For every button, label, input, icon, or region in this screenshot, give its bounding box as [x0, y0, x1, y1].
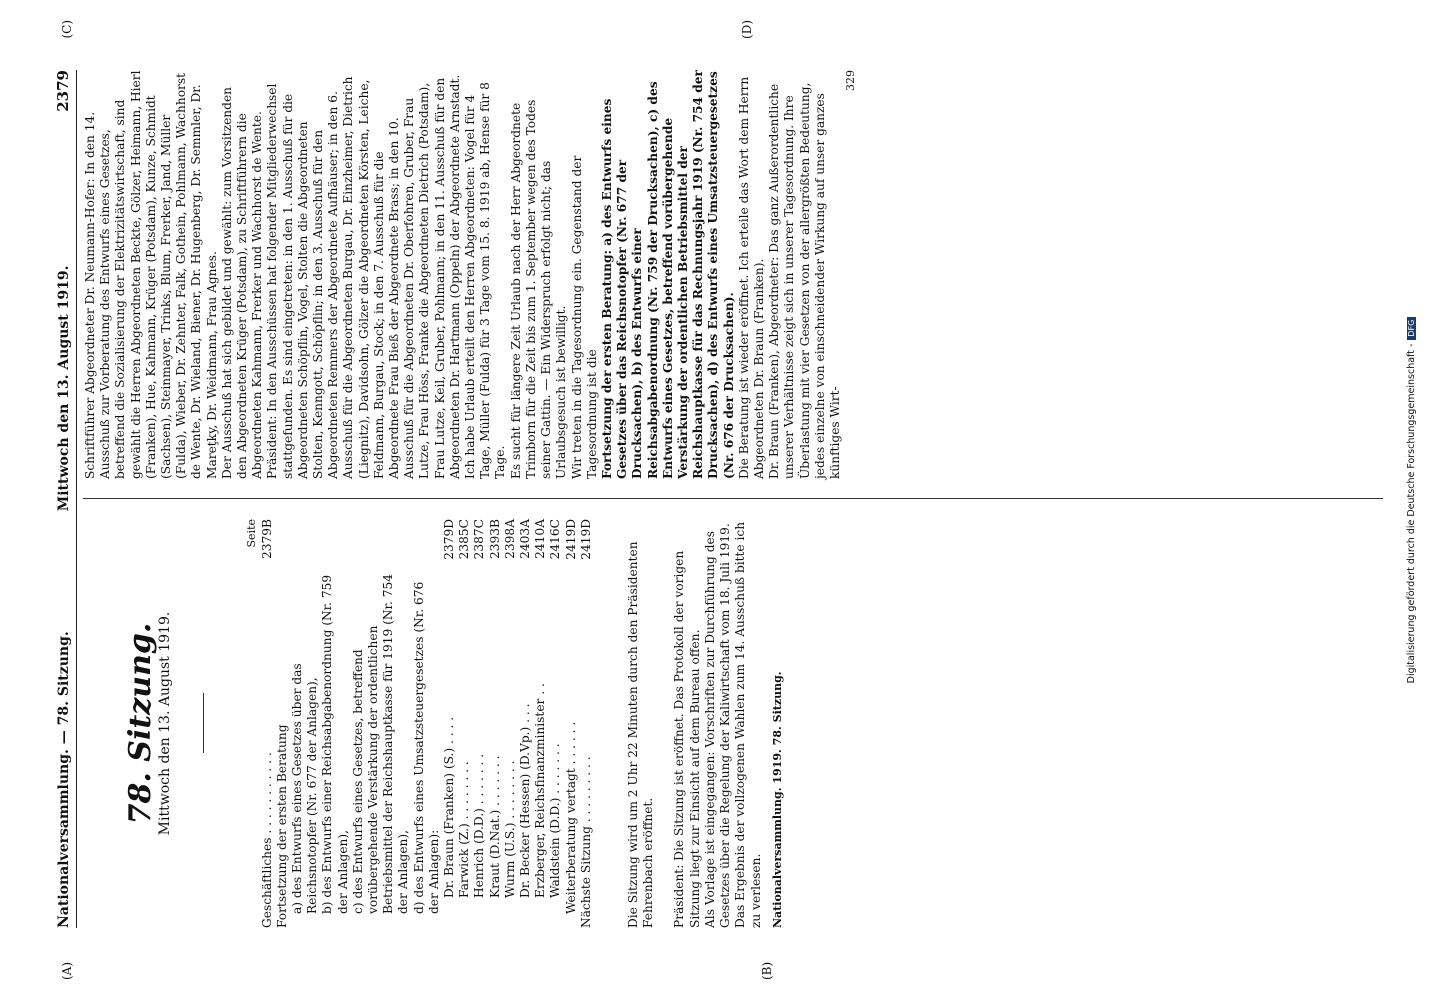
toc-row	[579, 519, 594, 928]
toc-row	[457, 519, 472, 928]
running-header	[54, 70, 77, 928]
right-paragraph: Es sucht für längere Zeit Urlaub nach der Herr Abgeordnete Trimborn für die Zeit bis zum 1. September wegen des Todes seiner Gattin. — Ein Widerspruch erfolgt nicht; das Urlaubsgesuch ist bewilligt.	[508, 99, 569, 479]
toc-page	[290, 519, 320, 571]
toc-entry: c) des Entwurfs eines Gesetzes, betreffend vorübergehende Verstärkung der ordentlichen Betriebsmittel der Reichshauptkasse für 1919 (Nr. 754 der Anlagen),	[350, 574, 411, 914]
toc-page	[351, 519, 412, 571]
toc-entry: Farwick (Z.) . . . . . . . .	[457, 761, 472, 898]
right-paragraph: Ich habe Urlaub erteilt den Herren Abgeordneten: Vogel für 4 Tage, Müller (Fulda) für 3 Tage vom 15. 8. 1919 ab, Hense für 8 Tage.	[463, 82, 508, 479]
toc-entry: Waldstein (D.D.) . . . . . . .	[548, 743, 563, 898]
toc-row	[351, 519, 412, 928]
header-left: Nationalversammlung. — 78. Sitzung.	[56, 631, 72, 928]
toc-row	[503, 519, 518, 928]
toc-entry: Fortsetzung der ersten Beratung	[274, 724, 289, 928]
toc-row	[260, 519, 275, 928]
header-date: Mittwoch den 13. August 1919.	[56, 265, 72, 512]
toc-entry: Dr. Braun (Franken) (S.) . . . .	[442, 716, 457, 898]
speech-paragraph: Dr. Braun (Franken), Abgeordneter: Das ganz Außerordentliche unserer Verhältnisse zeigt sich in unserer Tagesordnung. Ihre Überlastung mit vier Gesetzen von der allergrößten Bedeutung, jedes einzelne von einschneidender Wirkung auf unser ganzes künftiges Wirt-	[767, 82, 842, 479]
seite-label: Seite	[245, 519, 259, 548]
toc-page	[275, 519, 290, 571]
toc-page: 2410A	[533, 519, 548, 559]
page-number: 2379	[54, 70, 72, 112]
toc-entry: d) des Entwurfs eines Umsatzsteuergesetzes (Nr. 676 der Anlagen):	[411, 581, 441, 914]
left-column	[83, 499, 1383, 928]
toc-row	[488, 519, 503, 928]
toc-row	[472, 519, 487, 928]
right-column	[83, 70, 1383, 499]
marker-d: (D)	[740, 20, 754, 39]
dfg-side-note	[1406, 20, 1432, 980]
sheet-footer: Nationalversammlung. 1919. 78. Sitzung.	[770, 671, 784, 928]
right-paragraph: Schriftführer Abgeordneter Dr. Neumann-Hofer: In den 14. Ausschuß zur Vorberatung des Entwurfs eines Gesetzes, betreffend die Sozialisierung der Elektrizitätswirtschaft, sind gewählt die Herren Abgeordneten Beckte, Gölzer, Heimann, Hierl (Franken), Hue, Kahmann, Krüger (Potsdam), Kunze, Schmidt (Sachsen), Steinmayer, Trinks, Blum, Frerker, Jand, Müller (Fulda), Wieber, Dr. Zehnter, Falk, Gothein, Pohlmann, Wachhorst de Wente, Dr. Wieland, Biener, Dr. Hugenberg, Dr. Semmler, Dr. Mareţky, Dr. Weidmann, Frau Agnes.	[83, 70, 219, 479]
wahlen-paragraph: Das Ergebnis der vollzogenen Wahlen zum 14. Ausschuß bitte ich zu verlesen.	[733, 521, 763, 928]
toc-entry: Henrich (D.D.) . . . . . . .	[472, 753, 487, 898]
toc-page: 2419D	[578, 519, 593, 560]
toc-entry: Nächste Sitzung . . . . . . . . .	[578, 756, 593, 928]
session-date: Mittwoch den 13. August 1919.	[157, 611, 174, 836]
toc-page	[320, 519, 350, 571]
right-paragraph: Die Beratung ist wieder eröffnet. Ich erteile das Wort dem Herrn Abgeordneten Dr. Braun (Franken).	[736, 76, 766, 479]
session-title: 78. Sitzung.	[123, 622, 158, 825]
toc-entry: a) des Entwurfs eines Gesetzes über das Reichsnotopfer (Nr. 677 der Anlagen),	[290, 663, 320, 914]
marker-c: (C)	[60, 20, 74, 39]
column-divider	[83, 498, 1383, 499]
toc-row	[290, 519, 320, 928]
toc-entry: Erzberger, Reichsfinanzminister . .	[533, 683, 548, 898]
dfg-logo: DFG	[1407, 317, 1416, 340]
side-note-text: Digitalisierung gefördert durch die Deutsche Forschungsgemeinschaft -	[1406, 343, 1417, 684]
toc-entry: Wurm (U.S.) . . . . . . . .	[502, 760, 517, 898]
toc-row	[442, 519, 457, 928]
sheet-number: 329	[844, 70, 858, 91]
toc-page: 2387C	[472, 519, 487, 560]
toc-row	[564, 519, 579, 928]
toc-page: 2403A	[518, 519, 533, 559]
two-column-body	[83, 70, 1383, 928]
opening-paragraph: Die Sitzung wird um 2 Uhr 22 Minuten durch den Präsidenten Fehrenbach eröffnet.	[626, 541, 656, 928]
toc-row	[533, 519, 548, 928]
marker-a: (A)	[60, 961, 74, 980]
toc-entry: Geschäftliches . . . . . . . . . . .	[259, 752, 274, 928]
toc-page: 2398A	[502, 519, 517, 559]
toc-row	[320, 519, 350, 928]
toc-row	[275, 519, 290, 928]
toc-page: 2416C	[548, 519, 563, 560]
toc-page: 2379B	[259, 519, 274, 559]
toc-row	[412, 519, 442, 928]
toc-page: 2385C	[457, 519, 472, 560]
toc-entry: Kraut (D.Nat.) . . . . . . .	[487, 755, 502, 898]
title-rule	[203, 694, 204, 754]
table-of-contents	[260, 519, 594, 928]
toc-page	[412, 519, 442, 571]
president-paragraph: Präsident: Die Sitzung ist eröffnet. Das Protokoll der vorigen Sitzung liegt zur Einsicht auf dem Bureau offen.	[672, 550, 702, 928]
toc-page: 2393B	[487, 519, 502, 559]
agenda-paragraph: Fortsetzung der ersten Beratung: a) des Entwurfs eines Gesetzes über das Reichsnotopfer (Nr. 677 der Drucksachen), b) des Entwurfs einer Reichsabgabenordnung (Nr. 759 der Drucksachen), c) des Entwurfs eines Gesetzes, betreffend vorübergehende Verstärkung der ordentlichen Betriebsmittel der Reichshauptkasse für das Rechnungsjahr 1919 (Nr. 754 der Drucksachen), d) des Entwurfs eines Umsatzsteuergesetzes (Nr. 676 der Drucksachen).	[599, 70, 736, 479]
toc-page: 2419D	[563, 519, 578, 560]
toc-entry: Dr. Becker (Hessen) (D.Vp.) . . .	[518, 703, 533, 898]
toc-entry: b) des Entwurfs einer Reichsabgabenordnung (Nr. 759 der Anlagen),	[320, 574, 350, 914]
toc-row	[518, 519, 533, 928]
right-paragraph: Präsident: In den Ausschüssen hat folgender Mitgliederwechsel stattgefunden. Es sind eingetreten: in den 1. Ausschuß für die Abgeordneten Schöpflin, Vogel, Stolten die Abgeordneten Stolten, Kenngott, Schöpflin; in den 3. Ausschuß für den Abgeordneten Remmers der Abgeordnete Aufhäuser; in den 6. Ausschuß für die Abgeordneten Burgau, Dr. Einzheimer, Dietrich (Liegnitz), Davidsohn, Gölzer die Abgeordneten Körsten, Leiche, Feldmann, Burgau, Stock; in den 7. Ausschuß für die Abgeordnete Frau Bieß der Abgeordnete Brass; in den 10. Ausschuß für die Abgeordneten Dr. Oberfohren, Gruber, Frau Lutze, Frau Höss, Franke die Abgeordneten Dietrich (Potsdam), Frau Lutze, Keil, Gruber, Pohlmann; in den 11. Ausschuß für den Abgeordneten Dr. Hartmann (Oppeln) der Abgeordnete Arnstadt.	[265, 74, 462, 479]
toc-row	[548, 519, 563, 928]
right-paragraph: Der Ausschuß hat sich gebildet und gewählt: zum Vorsitzenden den Abgeordneten Krüger (Potsdam), zu Schriftführern die Abgeordneten Kahmann, Frerker und Wachhorst de Wente.	[219, 86, 265, 479]
toc-page: 2379D	[442, 519, 457, 560]
toc-entry: Weiterberatung vertagt . . . . . .	[563, 721, 578, 914]
vorlage-paragraph: Als Vorlage ist eingegangen: Vorschriften zur Durchführung des Gesetzes über die Regelung der Kaliwirtschaft vom 18. Juli 1919.	[702, 523, 733, 928]
marker-b: (B)	[760, 961, 774, 980]
right-paragraph: Wir treten in die Tagesordnung ein. Gegenstand der Tagesordnung ist die	[569, 155, 599, 479]
